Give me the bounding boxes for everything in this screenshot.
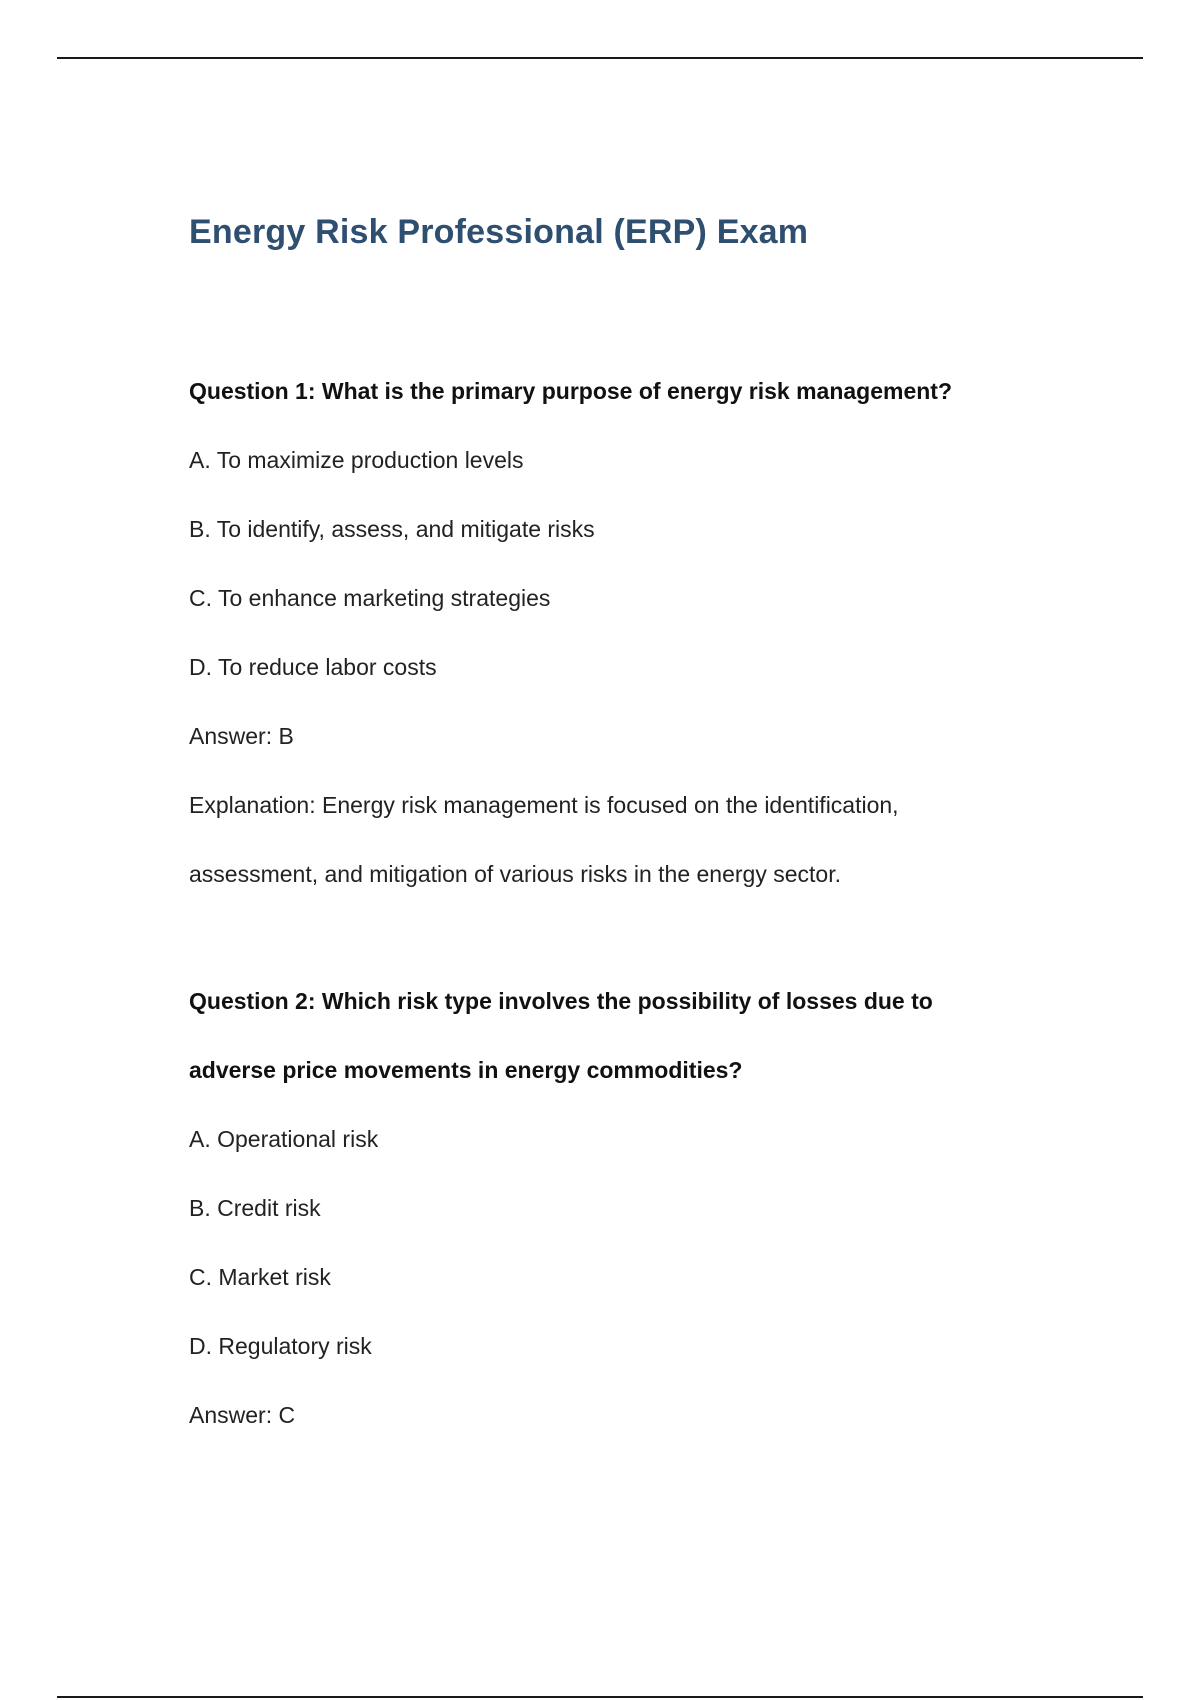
question-1-option-c: C. To enhance marketing strategies [189,585,551,611]
question-1-explanation-line-1: Explanation: Energy risk management is focused on the identification, [189,792,899,818]
question-2-option-c: C. Market risk [189,1264,331,1290]
question-1-block [189,357,1069,909]
question-2-option-a: A. Operational risk [189,1126,379,1152]
question-2-option-b: B. Credit risk [189,1195,321,1221]
question-1-option-a: A. To maximize production levels [189,447,524,473]
question-2-answer: Answer: C [189,1402,296,1428]
footer-rule [57,1696,1143,1698]
question-1-text: Question 1: What is the primary purpose of energy risk management? [189,378,952,404]
question-1-answer: Answer: B [189,723,294,749]
question-1-option-d: D. To reduce labor costs [189,654,437,680]
question-2-text-line-1: Question 2: Which risk type involves the possibility of losses due to [189,988,933,1014]
question-1-option-b: B. To identify, assess, and mitigate risks [189,516,595,542]
question-2-text-line-2: adverse price movements in energy commodities? [189,1057,743,1083]
question-1-explanation-line-2: assessment, and mitigation of various risks in the energy sector. [189,861,841,887]
question-2-option-d: D. Regulatory risk [189,1333,372,1359]
header-rule [57,57,1143,59]
document-body [189,205,1069,1450]
document-title: Energy Risk Professional (ERP) Exam [189,213,809,251]
question-2-block [189,967,1069,1450]
